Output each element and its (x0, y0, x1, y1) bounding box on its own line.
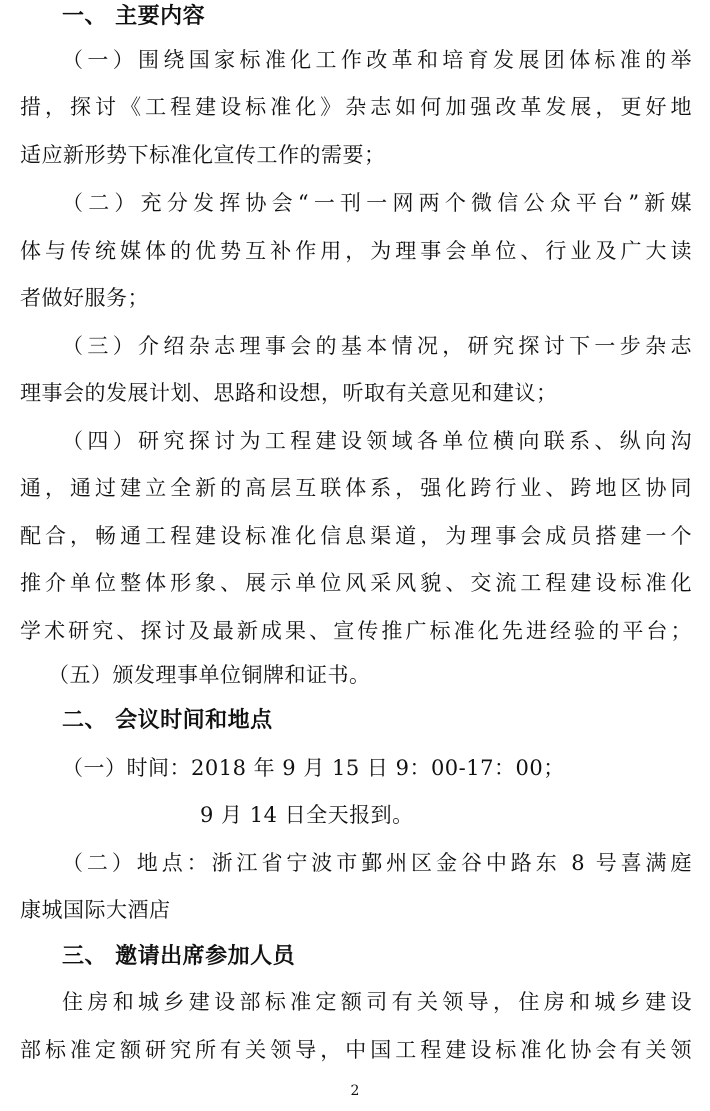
paragraph-line: （二）充分发挥协会“一刊一网两个微信公众平台”新媒 (62, 191, 692, 215)
paragraph-line: （二）地点：浙江省宁波市鄞州区金谷中路东 8 号喜满庭 (62, 851, 692, 875)
paragraph-line: 通，通过建立全新的高层互联体系，强化跨行业、跨地区协同 (20, 476, 692, 500)
paragraph-line: （五）颁发理事单位铜牌和证书。 (48, 663, 371, 687)
paragraph-line: 住房和城乡建设部标准定额司有关领导，住房和城乡建设 (62, 990, 692, 1014)
paragraph-line: 推介单位整体形象、展示单位风采风貌、交流工程建设标准化 (20, 571, 692, 595)
paragraph-line: 康城国际大酒店 (20, 898, 171, 922)
paragraph-line: 理事会的发展计划、思路和设想，听取有关意见和建议； (20, 381, 558, 405)
paragraph-line: 部标准定额研究所有关领导，中国工程建设标准化协会有关领 (20, 1038, 692, 1062)
paragraph-line: （三）介绍杂志理事会的基本情况，研究探讨下一步杂志 (62, 334, 692, 358)
section-heading: 一、 主要内容 (62, 4, 206, 29)
paragraph-line: 体与传统媒体的优势互补作用，为理事会单位、行业及广大读 (20, 239, 692, 263)
paragraph-line: 者做好服务； (20, 286, 149, 310)
paragraph-line: 适应新形势下标准化宣传工作的需要； (20, 143, 386, 167)
paragraph-line: 措，探讨《工程建设标准化》杂志如何加强改革发展，更好地 (20, 95, 692, 119)
paragraph-line: 9 月 14 日全天报到。 (200, 803, 414, 827)
paragraph-line: （四）研究探讨为工程建设领域各单位横向联系、纵向沟 (62, 429, 692, 453)
page-number: 2 (350, 1083, 360, 1099)
paragraph-line: （一）时间：2018 年 9 月 15 日 9：00-17：00； (62, 756, 565, 780)
paragraph-line: （一）围绕国家标准化工作改革和培育发展团体标准的举 (62, 48, 692, 72)
paragraph-line: 学术研究、探讨及最新成果、宣传推广标准化先进经验的平台； (20, 619, 692, 643)
section-heading: 二、 会议时间和地点 (62, 708, 273, 733)
paragraph-line: 配合，畅通工程建设标准化信息渠道，为理事会成员搭建一个 (20, 524, 692, 548)
section-heading: 三、 邀请出席参加人员 (62, 944, 296, 969)
